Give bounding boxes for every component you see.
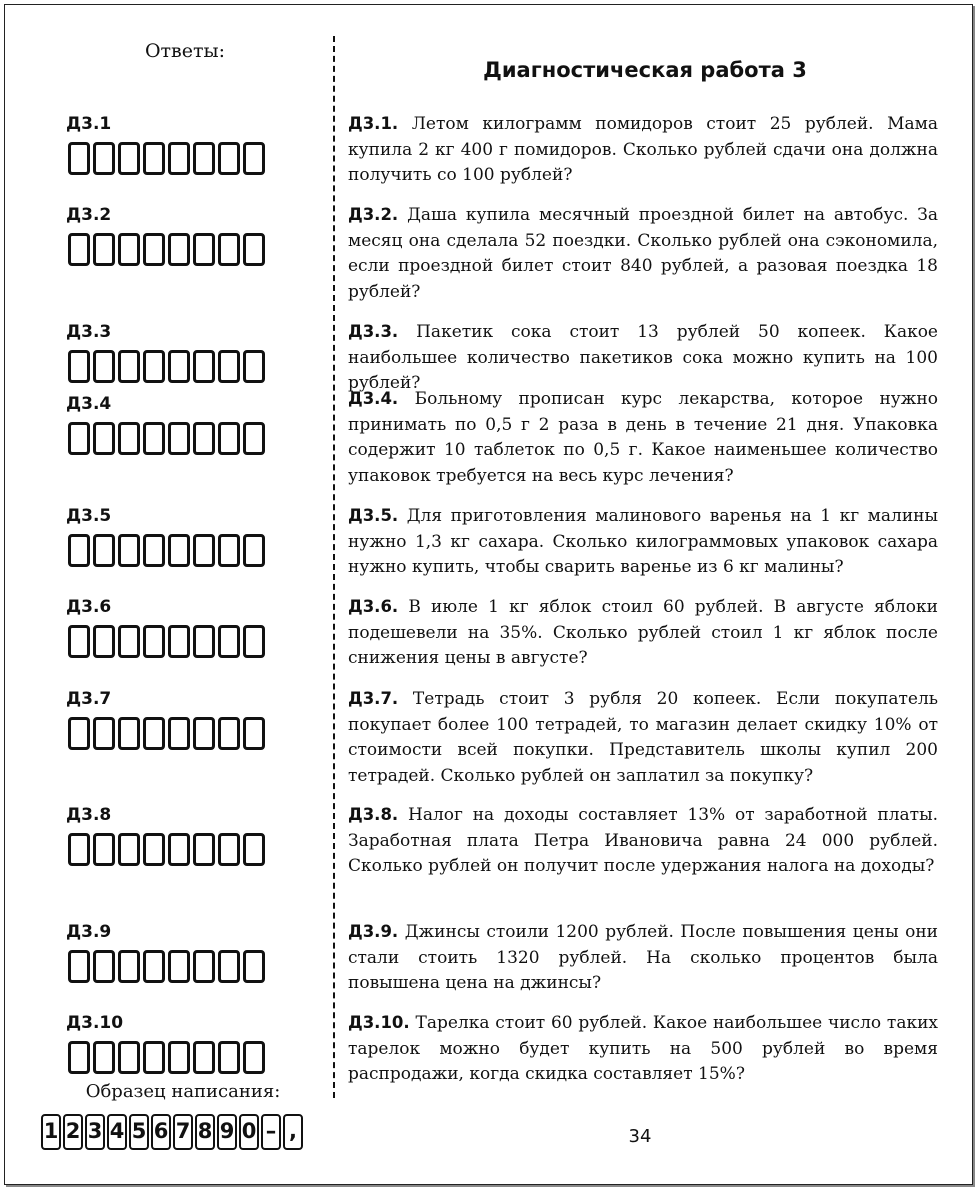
sample-digit: 7	[173, 1114, 193, 1150]
answer-cell[interactable]	[143, 833, 165, 866]
answer-label: Д3.3	[66, 322, 112, 342]
problem-text: В июле 1 кг яблок стоил 60 рублей. В августе яблоки подешевели на 35%. Сколько рублей стоил 1 кг яблок после снижения цены в августе?	[348, 597, 938, 668]
problem-4	[348, 386, 938, 489]
answer-cell[interactable]	[218, 422, 240, 455]
answer-cell[interactable]	[143, 534, 165, 567]
answer-boxes[interactable]	[68, 142, 268, 175]
answer-cell[interactable]	[193, 625, 215, 658]
answer-cell[interactable]	[93, 1041, 115, 1074]
page-number: 34	[628, 1126, 652, 1147]
answer-cell[interactable]	[143, 1041, 165, 1074]
problem-text: Джинсы стоили 1200 рублей. После повышения цены они стали стоить 1320 рублей. На сколько процентов была повышена цена на джинсы?	[348, 922, 938, 993]
answer-cell[interactable]	[168, 233, 190, 266]
answer-cell[interactable]	[193, 233, 215, 266]
answer-cell[interactable]	[93, 142, 115, 175]
answer-cell[interactable]	[118, 625, 140, 658]
answer-cell[interactable]	[168, 534, 190, 567]
answer-cell[interactable]	[143, 350, 165, 383]
answer-cell[interactable]	[93, 534, 115, 567]
answer-cell[interactable]	[168, 625, 190, 658]
answer-cell[interactable]	[68, 142, 90, 175]
problem-text: Больному прописан курс лекарства, которое нужно принимать по 0,5 г 2 раза в день в течение 21 дня. Упаковка содержит 10 таблеток по 0,5 г. Какое наименьшее количество упаковок требуется на весь курс лечения?	[348, 389, 938, 486]
problem-id: Д3.7.	[348, 689, 399, 708]
answer-cell[interactable]	[243, 625, 265, 658]
problem-id: Д3.4.	[348, 389, 399, 408]
answer-cell[interactable]	[193, 142, 215, 175]
problem-7	[348, 686, 938, 789]
answer-cell[interactable]	[118, 534, 140, 567]
answer-cell[interactable]	[243, 534, 265, 567]
answer-cell[interactable]	[193, 422, 215, 455]
answer-cell[interactable]	[168, 350, 190, 383]
answer-cell[interactable]	[68, 422, 90, 455]
answer-block-8	[66, 803, 268, 866]
problem-text: Налог на доходы составляет 13% от заработной платы. Заработная плата Петра Ивановича равна 24 000 рублей. Сколько рублей он получит после удержания налога на доходы?	[348, 805, 938, 876]
problem-id: Д3.9.	[348, 922, 399, 941]
answer-cell[interactable]	[118, 233, 140, 266]
problem-2	[348, 202, 938, 305]
answer-cell[interactable]	[68, 1041, 90, 1074]
sample-digit: 3	[85, 1114, 105, 1150]
problem-3	[348, 319, 938, 397]
answer-cell[interactable]	[68, 717, 90, 750]
dashed-divider	[333, 36, 335, 1098]
problem-1	[348, 111, 938, 189]
problem-id: Д3.8.	[348, 805, 399, 824]
answer-cell[interactable]	[143, 422, 165, 455]
problem-id: Д3.2.	[348, 205, 399, 224]
answer-cell[interactable]	[193, 717, 215, 750]
answer-block-3	[66, 320, 268, 383]
answer-cell[interactable]	[243, 950, 265, 983]
answer-cell[interactable]	[68, 833, 90, 866]
sample-caption: Образец написания:	[78, 1081, 288, 1102]
answer-cell[interactable]	[93, 350, 115, 383]
page-title: Диагностическая работа 3	[483, 58, 807, 82]
answer-label: Д3.5	[66, 506, 112, 526]
answer-cell[interactable]	[118, 422, 140, 455]
answer-label: Д3.10	[66, 1013, 124, 1033]
answer-cell[interactable]	[243, 233, 265, 266]
answer-block-4	[66, 392, 268, 455]
answer-cell[interactable]	[218, 534, 240, 567]
answer-label: Д3.6	[66, 597, 112, 617]
problem-5	[348, 503, 938, 581]
answer-label: Д3.9	[66, 922, 112, 942]
answer-block-9	[66, 920, 268, 983]
answer-boxes[interactable]	[68, 534, 268, 567]
answer-block-2	[66, 203, 268, 266]
sample-digit: 6	[151, 1114, 171, 1150]
answer-cell[interactable]	[143, 717, 165, 750]
answer-block-7	[66, 687, 268, 750]
sample-digit: –	[261, 1114, 281, 1150]
sample-digit: 2	[63, 1114, 83, 1150]
answer-cell[interactable]	[143, 625, 165, 658]
answer-cell[interactable]	[193, 833, 215, 866]
answer-cell[interactable]	[93, 625, 115, 658]
answer-cell[interactable]	[168, 142, 190, 175]
answer-cell[interactable]	[243, 350, 265, 383]
answer-cell[interactable]	[193, 534, 215, 567]
problem-text: Летом килограмм помидоров стоит 25 рублей. Мама купила 2 кг 400 г помидоров. Сколько рублей сдачи она должна получить со 100 рублей?	[348, 114, 939, 185]
answer-cell[interactable]	[243, 1041, 265, 1074]
answer-cell[interactable]	[68, 534, 90, 567]
answer-label: Д3.1	[66, 114, 112, 134]
answer-cell[interactable]	[193, 350, 215, 383]
answer-cell[interactable]	[118, 350, 140, 383]
problem-text: Пакетик сока стоит 13 рублей 50 копеек. Какое наибольшее количество пакетиков сока можно купить на 100 рублей?	[348, 322, 938, 393]
answer-cell[interactable]	[168, 833, 190, 866]
answer-cell[interactable]	[143, 950, 165, 983]
problem-text: Даша купила месячный проездной билет на автобус. За месяц она сделала 52 поездки. Сколько рублей она сэкономила, если проездной билет стоит 840 рублей, а разовая поездка 18 рублей?	[348, 205, 938, 302]
answer-boxes[interactable]	[68, 422, 268, 455]
answer-boxes[interactable]	[68, 950, 268, 983]
answer-block-5	[66, 504, 268, 567]
sample-digit: 8	[195, 1114, 215, 1150]
answer-cell[interactable]	[68, 233, 90, 266]
answer-cell[interactable]	[93, 422, 115, 455]
answer-cell[interactable]	[168, 422, 190, 455]
answer-cell[interactable]	[218, 625, 240, 658]
answer-label: Д3.2	[66, 205, 112, 225]
sample-digit: 1	[41, 1114, 61, 1150]
answer-cell[interactable]	[243, 422, 265, 455]
answer-label: Д3.8	[66, 805, 112, 825]
problem-id: Д3.1.	[348, 114, 399, 133]
sample-digit: 4	[107, 1114, 127, 1150]
answer-cell[interactable]	[118, 950, 140, 983]
answer-cell[interactable]	[168, 717, 190, 750]
answer-cell[interactable]	[118, 1041, 140, 1074]
answer-cell[interactable]	[118, 142, 140, 175]
problem-text: Тарелка стоит 60 рублей. Какое наибольшее число таких тарелок можно будет купить на 500 рублей во время распродажи, когда скидка составляет 15%?	[348, 1013, 939, 1084]
answer-cell[interactable]	[243, 717, 265, 750]
answer-label: Д3.4	[66, 394, 112, 414]
answer-boxes[interactable]	[68, 833, 268, 866]
answer-block-1	[66, 112, 268, 175]
answer-cell[interactable]	[93, 717, 115, 750]
problem-id: Д3.3.	[348, 322, 399, 341]
problem-9	[348, 919, 938, 997]
answer-cell[interactable]	[93, 833, 115, 866]
problem-10	[348, 1010, 938, 1088]
sample-digit: 5	[129, 1114, 149, 1150]
problem-text: Для приготовления малинового варенья на 1 кг малины нужно 1,3 кг сахара. Сколько килограммовых упаковок сахара нужно купить, чтобы сварить варенье из 6 кг малины?	[348, 506, 939, 577]
answer-cell[interactable]	[68, 625, 90, 658]
answer-boxes[interactable]	[68, 717, 268, 750]
problem-text: Тетрадь стоит 3 рубля 20 копеек. Если покупатель покупает более 100 тетрадей, то магазин делает скидку 10% от стоимости всей покупки. Представитель школы купил 200 тетрадей. Сколько рублей он заплатил за покупку?	[348, 689, 938, 786]
answer-cell[interactable]	[168, 1041, 190, 1074]
answer-cell[interactable]	[218, 233, 240, 266]
answer-cell[interactable]	[218, 950, 240, 983]
sample-digit: 9	[217, 1114, 237, 1150]
answer-cell[interactable]	[243, 142, 265, 175]
answer-cell[interactable]	[218, 142, 240, 175]
answer-cell[interactable]	[193, 950, 215, 983]
sample-digit: 0	[239, 1114, 259, 1150]
problem-id: Д3.6.	[348, 597, 399, 616]
answer-cell[interactable]	[93, 950, 115, 983]
problem-8	[348, 802, 938, 880]
answer-boxes[interactable]	[68, 233, 268, 266]
answer-block-10	[66, 1011, 268, 1074]
answer-boxes[interactable]	[68, 625, 268, 658]
problem-id: Д3.5.	[348, 506, 399, 525]
answer-boxes[interactable]	[68, 350, 268, 383]
answer-cell[interactable]	[118, 833, 140, 866]
answers-title: Ответы:	[144, 40, 226, 62]
answer-label: Д3.7	[66, 689, 112, 709]
sample-digit: ,	[283, 1114, 303, 1150]
answer-cell[interactable]	[168, 950, 190, 983]
answer-cell[interactable]	[118, 717, 140, 750]
answer-block-6	[66, 595, 268, 658]
answer-cell[interactable]	[93, 233, 115, 266]
answer-cell[interactable]	[218, 833, 240, 866]
answer-boxes[interactable]	[68, 1041, 268, 1074]
answer-cell[interactable]	[143, 142, 165, 175]
answer-cell[interactable]	[68, 350, 90, 383]
problem-id: Д3.10.	[348, 1013, 410, 1032]
sample-digits	[41, 1114, 305, 1150]
answer-cell[interactable]	[218, 1041, 240, 1074]
answer-cell[interactable]	[218, 717, 240, 750]
answer-cell[interactable]	[243, 833, 265, 866]
answer-cell[interactable]	[68, 950, 90, 983]
answer-cell[interactable]	[143, 233, 165, 266]
answer-cell[interactable]	[218, 350, 240, 383]
answer-cell[interactable]	[193, 1041, 215, 1074]
problem-6	[348, 594, 938, 672]
